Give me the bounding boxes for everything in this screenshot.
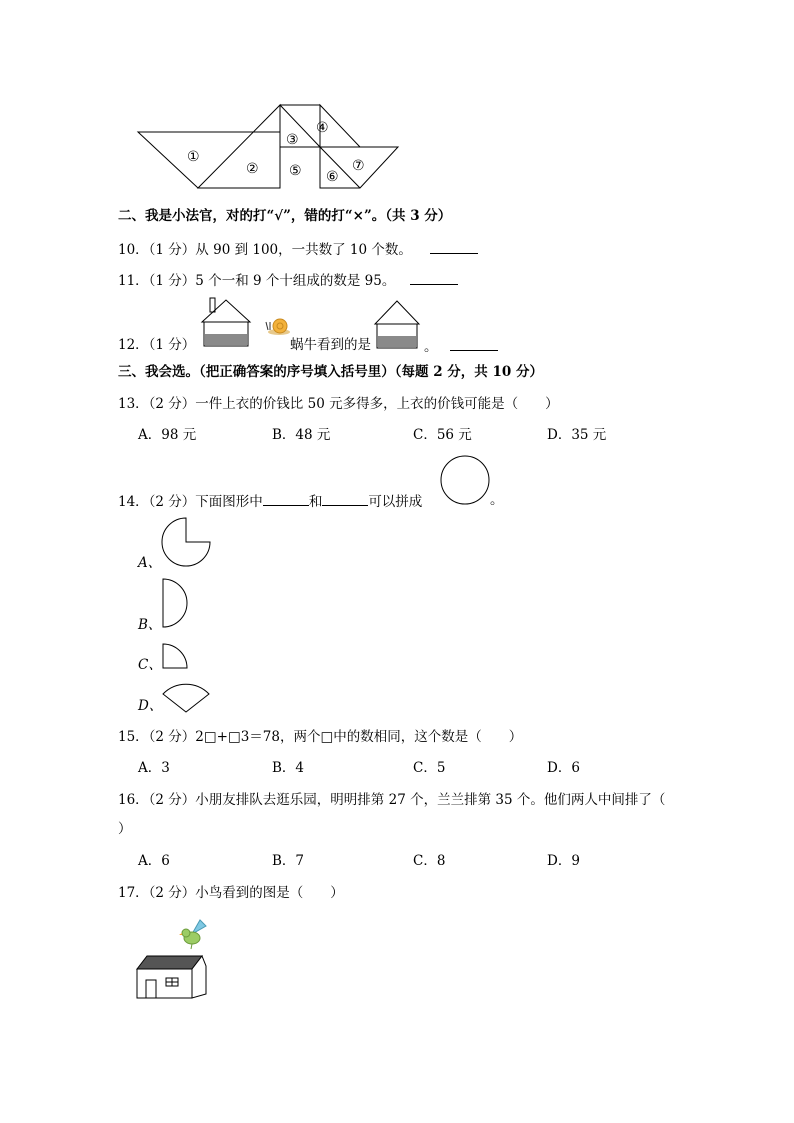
circle-shape xyxy=(439,454,491,506)
question-14 xyxy=(118,491,422,511)
q13-option-b[interactable]: B．48 元 xyxy=(272,427,331,443)
q14-option-a[interactable]: A、 xyxy=(138,555,162,571)
quarter-circle-shape xyxy=(160,641,190,671)
answer-blank-14b[interactable] xyxy=(322,491,368,506)
house-3d-picture xyxy=(136,952,208,1000)
question-12-prefix: 12．（1 分） xyxy=(118,337,196,353)
house-picture xyxy=(198,296,254,348)
q15-option-a[interactable]: A．3 xyxy=(138,760,170,776)
tangram-piece-2 xyxy=(198,105,280,188)
question-10-text: 10．（1 分）从 90 到 100，一共数了 10 个数。 xyxy=(118,242,412,258)
three-quarter-circle-shape xyxy=(160,516,212,568)
bird-icon xyxy=(178,918,210,950)
question-14-suffix: 可以拼成 xyxy=(368,494,423,510)
question-11-text: 11．（1 分）5 个一和 9 个十组成的数是 95。 xyxy=(118,273,396,289)
q16-option-d[interactable]: D．9 xyxy=(547,853,580,869)
q13-option-c[interactable]: C．56 元 xyxy=(413,427,472,443)
tangram-label-3: ③ xyxy=(286,132,299,148)
answer-blank-10[interactable] xyxy=(430,239,478,254)
question-15-text: 15．（2 分）2□+□3＝78，两个□中的数相同，这个数是（ ） xyxy=(118,729,523,745)
question-14-prefix: 14．（2 分）下面图形中 xyxy=(118,494,263,510)
q13-option-d[interactable]: D．35 元 xyxy=(547,427,607,443)
answer-blank-14a[interactable] xyxy=(263,491,309,506)
snail-icon xyxy=(263,316,291,336)
question-13-text: 13．（2 分）一件上衣的价钱比 50 元多得多，上衣的价钱可能是（ ） xyxy=(118,396,559,412)
question-12-period: 。 xyxy=(424,339,438,355)
q15-option-c[interactable]: C．5 xyxy=(413,760,446,776)
q13-option-a[interactable]: A．98 元 xyxy=(138,427,197,443)
q16-option-b[interactable]: B．7 xyxy=(272,853,305,869)
section2-heading: 二、我是小法官，对的打“√”，错的打“×”。（共 3 分） xyxy=(118,208,452,224)
tangram-label-7: ⑦ xyxy=(352,158,365,174)
tangram-label-6: ⑥ xyxy=(326,169,339,185)
answer-blank-11[interactable] xyxy=(410,270,458,285)
tangram-label-5: ⑤ xyxy=(289,163,302,179)
q14-option-b[interactable]: B、 xyxy=(138,617,162,633)
question-14-end: 。 xyxy=(490,492,504,508)
question-16-line2: ） xyxy=(118,821,132,837)
tangram-piece-1 xyxy=(138,132,280,188)
q15-option-d[interactable]: D．6 xyxy=(547,760,580,776)
tangram-label-4: ④ xyxy=(316,120,329,136)
tangram-label-1: ① xyxy=(187,149,200,165)
question-14-and: 和 xyxy=(308,494,323,510)
question-12-middle: 蜗牛看到的是 xyxy=(290,337,371,353)
section3-heading: 三、我会选。（把正确答案的序号填入括号里）（每题 2 分，共 10 分） xyxy=(118,364,543,380)
q15-option-b[interactable]: B．4 xyxy=(272,760,305,776)
question-10 xyxy=(118,239,478,259)
sector-shape xyxy=(160,680,212,714)
question-12-suffix xyxy=(424,336,498,356)
tangram-figure xyxy=(130,100,410,195)
house-view-picture xyxy=(373,298,421,350)
question-17-text: 17．（2 分）小鸟看到的图是（ ） xyxy=(118,885,344,901)
q14-option-d[interactable]: D、 xyxy=(138,698,163,714)
q16-option-a[interactable]: A．6 xyxy=(138,853,170,869)
q14-option-c[interactable]: C、 xyxy=(138,657,162,673)
semicircle-shape xyxy=(160,577,190,629)
question-11 xyxy=(118,270,458,290)
tangram-label-2: ② xyxy=(246,161,259,177)
question-16-line1: 16．（2 分）小朋友排队去逛乐园，明明排第 27 个，兰兰排第 35 个。他们两人中间排了（ xyxy=(118,792,666,808)
answer-blank-12[interactable] xyxy=(450,336,498,351)
q16-option-c[interactable]: C．8 xyxy=(413,853,446,869)
